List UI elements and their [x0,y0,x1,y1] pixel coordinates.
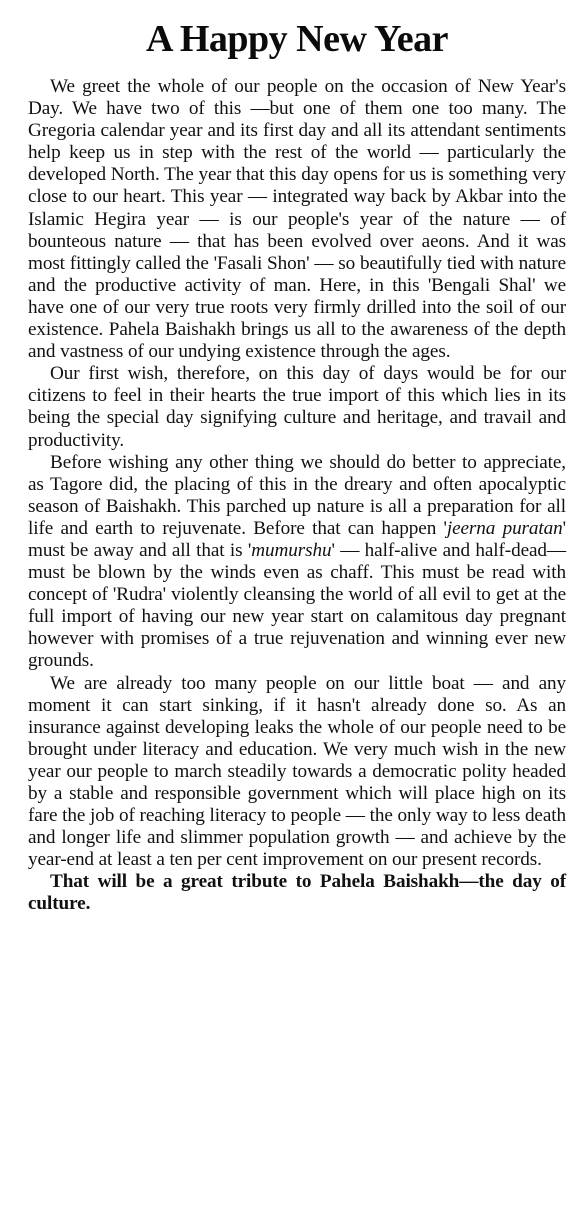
article-body [28,76,566,916]
text-run: We greet the whole of our people on the occasion of New Year's Day. We have two of this —but one of them one too many. The Gregoria calendar year and its first day and all its attendant sentiments help keep us in step with the rest of the world — particularly the developed North. The year that this day opens for us is something very close to our heart. This year — integrated way back by Akbar into the Islamic Hegira year — is our people's year of the nature — of bounteous nature — that has been evolved over aeons. And it was most fittingly called the 'Fasali Shon' — so beautifully tied with nature and the productive activity of man. Here, in this 'Bengali Shal' we have one of our very true roots very firmly drilled into the soil of our existence. Pahela Baishakh brings us all to the awareness of the depth and vastness of our undying existence through the ages. [28,76,566,363]
article-headline: A Happy New Year [146,18,448,60]
text-run: That will be a great tribute to Pahela Baishakh—the day of culture. [28,871,566,915]
article-paragraph [28,76,566,363]
article-paragraph [28,363,566,451]
text-run: We are already too many people on our little boat — and any moment it can start sinking, if it hasn't already done so. As an insurance against developing leaks the whole of our people need to be brought under literacy and education. We very much wish in the new year our people to march steadily towards a democratic polity headed by a stable and responsible government which will place high on its fare the job of reaching literacy to people — the only way to less death and longer life and slimmer population growth — and achieve by the year-end at least a ten per cent improvement on our present records. [28,672,566,871]
text-run: Our first wish, therefore, on this day of days would be for our citizens to feel in their hearts the true import of this which lies in its being the special day signifying culture and heritage, and travail and productivity. [28,363,566,451]
text-run: ' must be away and all that is ' [28,517,566,561]
italic-term-mumurshu: mumurshu [251,539,332,561]
text-run: ' — half-alive and half-dead—must be blown by the winds even as chaff. This must be read with concept of 'Rudra' violently cleansing the world of all evil to get at the full import of having our new year start on calamitous day pregnant however with promises of a true rejuvenation and winning ever new grounds. [28,539,566,672]
article-paragraph [28,452,566,673]
closing-paragraph [28,871,566,915]
article-paragraph [28,673,566,872]
text-run: Before wishing any other thing we should do better to appreciate, as Tagore did, the placing of this in the dreary and often apocalyptic season of Baishakh. This parched up nature is all a preparation for all life and earth to rejuvenate. Before that can happen ' [28,451,566,539]
italic-term-jeerna-puratan: jeerna puratan [446,517,563,539]
